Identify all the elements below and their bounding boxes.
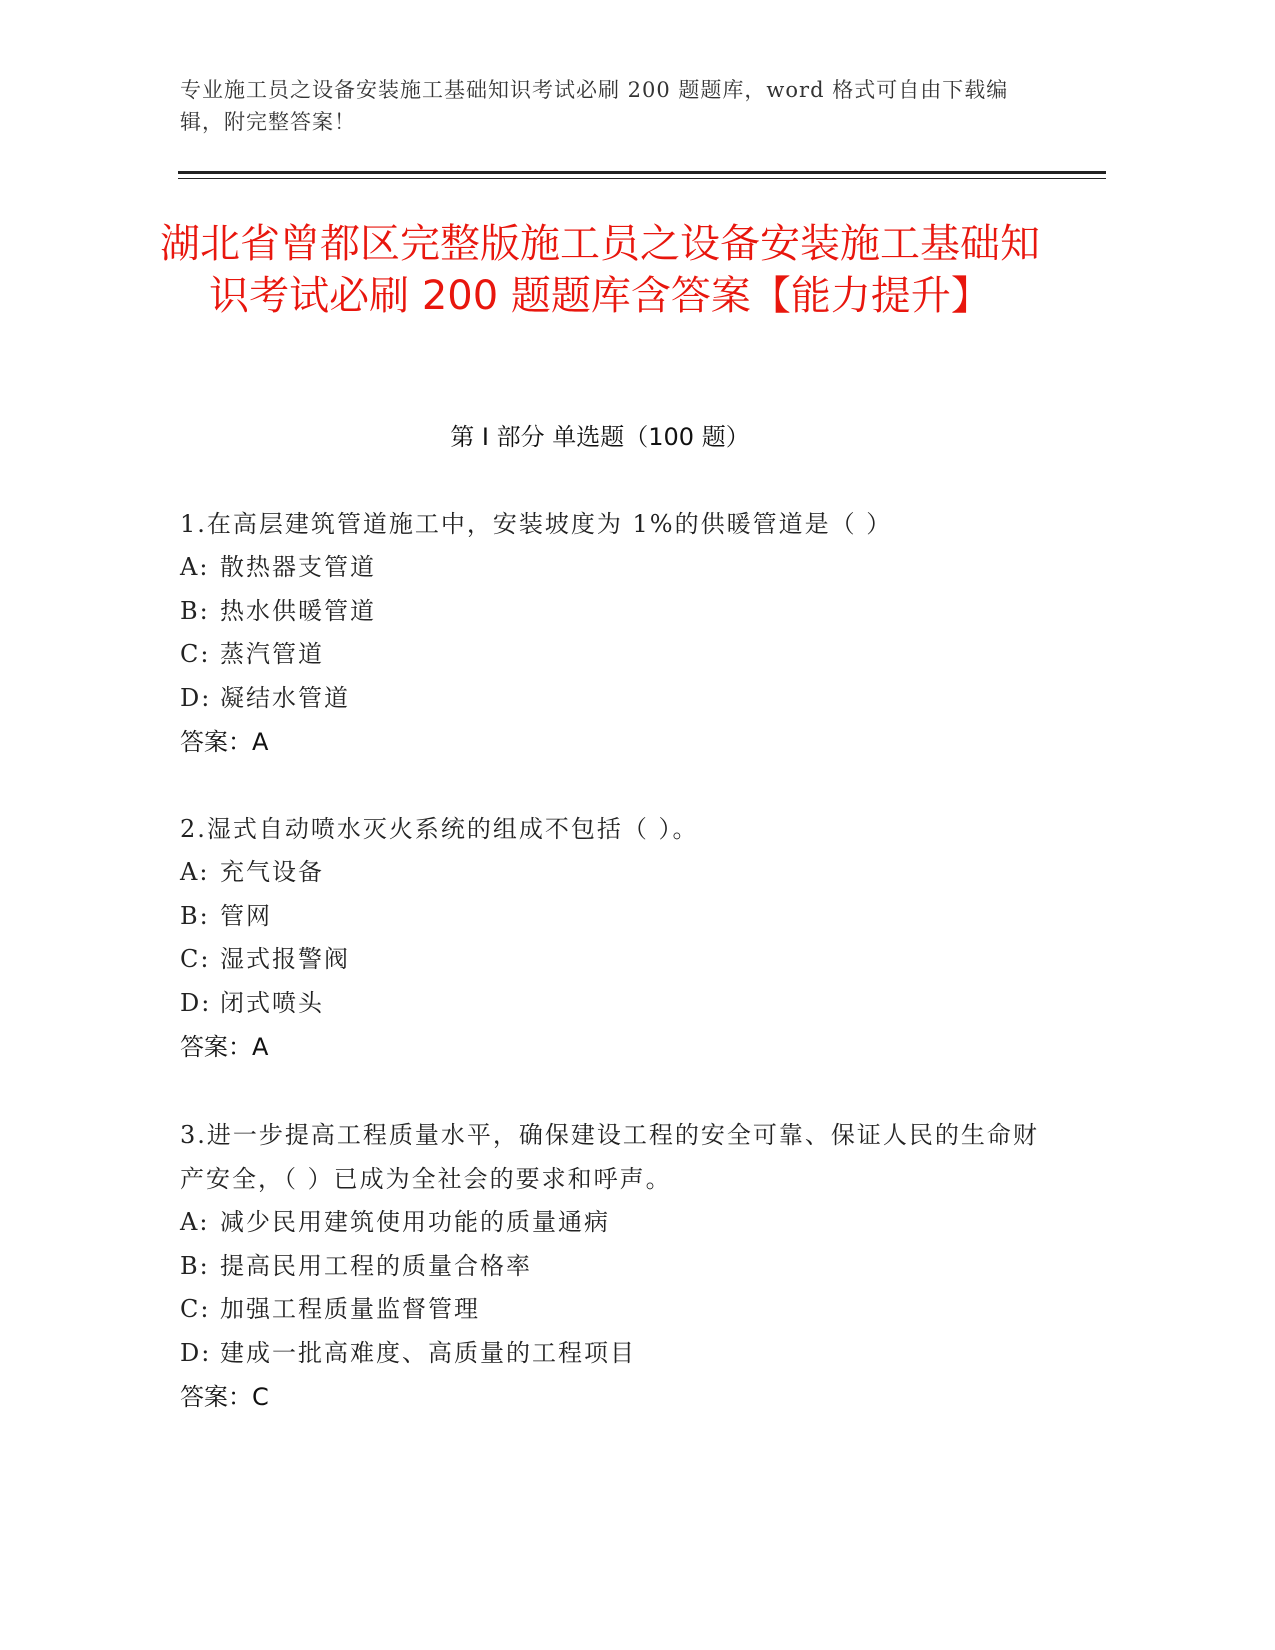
answer-line: 答案：A <box>180 1033 269 1061</box>
option-a <box>180 1201 1040 1245</box>
option-letter: D: <box>180 683 212 712</box>
option-text: 加强工程质量监督管理 <box>220 1295 480 1323</box>
header-rule-thick <box>178 171 1106 174</box>
option-b <box>180 590 1040 634</box>
option-c <box>180 633 1040 677</box>
header-rule-thin <box>178 178 1106 179</box>
option-b <box>180 1245 1040 1289</box>
option-letter: A: <box>180 1208 210 1236</box>
option-text: 热水供暖管道 <box>220 596 376 625</box>
option-c <box>180 1288 1040 1332</box>
option-text: 蒸汽管道 <box>220 640 324 668</box>
option-text: 闭式喷头 <box>220 988 324 1017</box>
option-text: 散热器支管道 <box>220 553 376 581</box>
option-letter: C: <box>180 640 211 668</box>
option-letter: B: <box>180 596 210 625</box>
question-3 <box>180 1113 1040 1419</box>
question-1 <box>180 502 1040 764</box>
option-d <box>180 1332 1040 1376</box>
question-stem: 3.进一步提高工程质量水平，确保建设工程的安全可靠、保证人民的生命财产安全，（ ）已成为全社会的要求和呼声。 <box>180 1121 1039 1193</box>
document-title: 湖北省曾都区完整版施工员之设备安装施工基础知识考试必刷 200 题题库含答案【能力提升】 <box>160 221 1040 319</box>
question-stem: 2.湿式自动喷水灭火系统的组成不包括（ ）。 <box>180 815 699 843</box>
answer-line: 答案：A <box>180 728 269 756</box>
option-letter: B: <box>180 1251 210 1280</box>
option-letter: D: <box>180 988 212 1017</box>
option-text: 建成一批高难度、高质量的工程项目 <box>220 1338 636 1367</box>
option-a <box>180 851 1040 895</box>
option-text: 提高民用工程的质量合格率 <box>220 1251 532 1280</box>
option-text: 充气设备 <box>220 858 324 886</box>
option-b <box>180 895 1040 939</box>
option-letter: C: <box>180 945 211 973</box>
option-text: 湿式报警阀 <box>220 945 350 973</box>
header-note: 专业施工员之设备安装施工基础知识考试必刷 200 题题库，word 格式可自由下载编辑，附完整答案！ <box>180 78 1009 134</box>
option-a <box>180 546 1040 590</box>
option-c <box>180 938 1040 982</box>
option-letter: B: <box>180 901 210 930</box>
option-d <box>180 677 1040 721</box>
option-letter: D: <box>180 1338 212 1367</box>
option-text: 管网 <box>220 901 272 930</box>
option-d <box>180 982 1040 1026</box>
answer-line: 答案：C <box>180 1383 269 1411</box>
section-title: 第 I 部分 单选题（100 题） <box>450 423 750 451</box>
question-stem: 1.在高层建筑管道施工中，安装坡度为 1%的供暖管道是（ ） <box>180 510 893 538</box>
option-text: 凝结水管道 <box>220 683 350 712</box>
question-2 <box>180 807 1040 1069</box>
option-letter: A: <box>180 858 210 886</box>
option-letter: C: <box>180 1295 211 1323</box>
option-text: 减少民用建筑使用功能的质量通病 <box>220 1208 610 1236</box>
option-letter: A: <box>180 553 210 581</box>
